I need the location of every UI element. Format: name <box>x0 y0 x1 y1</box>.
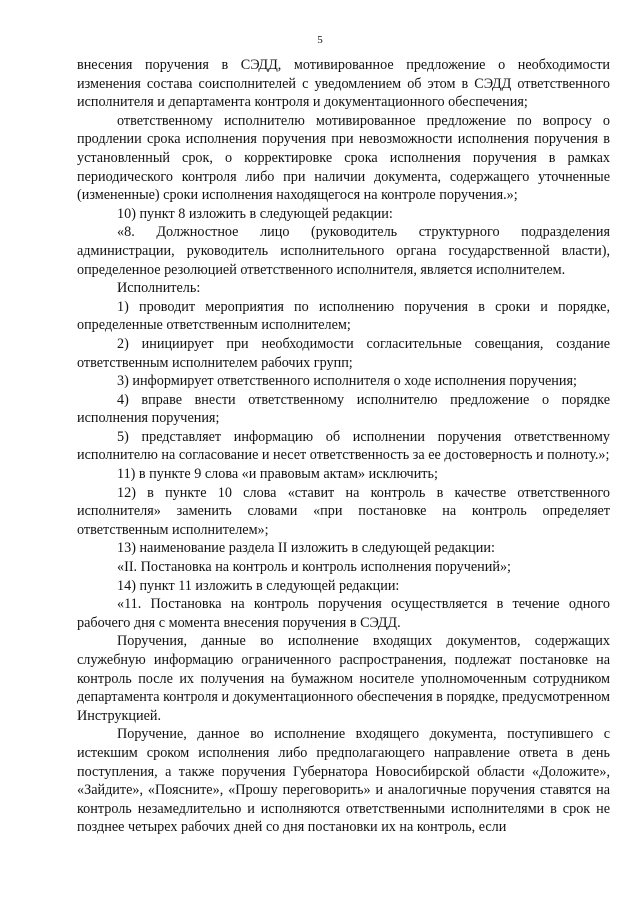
paragraph: 2) инициирует при необходимости согласительные совещания, создание ответственным исполнителем рабочих групп; <box>77 335 610 371</box>
paragraph: «11. Постановка на контроль поручения осуществляется в течение одного рабочего дня с момента внесения поручения в СЭДД. <box>77 596 610 631</box>
paragraph: внесения поручения в СЭДД, мотивированное предложение о необходимости изменения состава соисполнителей с уведомлением об этом в СЭДД ответственного исполнителя и департамента контроля и документационного обеспечения; <box>77 57 610 111</box>
paragraph: 14) пункт 11 изложить в следующей редакции: <box>117 577 400 594</box>
paragraph: 13) наименование раздела II изложить в следующей редакции: <box>117 540 495 557</box>
paragraph: 1) проводит мероприятия по исполнению поручения в сроки и порядке, определенные ответственным исполнителем; <box>77 298 610 334</box>
paragraph: 10) пункт 8 изложить в следующей редакции: <box>117 205 393 222</box>
page-number: 5 <box>317 34 323 46</box>
paragraph: «II. Постановка на контроль и контроль исполнения поручений»; <box>117 559 511 576</box>
paragraph: Поручения, данные во исполнение входящих документов, содержащих служебную информацию ограниченного распространения, подлежат постановке на контроль после их получения на бумажном носителе уполномоченным сотрудником департамента контроля и документационного обеспечения в порядке, предусмотренном Инструкцией. <box>77 633 610 724</box>
paragraph: Исполнитель: <box>117 280 201 297</box>
paragraph: Поручение, данное во исполнение входящего документа, поступившего с истекшим сроком исполнения либо предполагающего направление ответа в день поступления, а также поручения Губернатора Новосибирской области «Доложите», «Зайдите», «Поясните», «Прошу переговорить» и аналогичные поручения ставятся на контроль незамедлительно и исполняются ответственными исполнителями в срок не позднее четырех рабочих дней со дня постановки их на контроль, если <box>77 726 610 836</box>
paragraph: «8. Должностное лицо (руководитель структурного подразделения администрации, руководитель исполнительного органа государственной власти), определенное резолюцией ответственного исполнителя, является исполнителем. <box>77 224 610 278</box>
paragraph: 4) вправе внести ответственному исполнителю предложение о порядке исполнения поручения; <box>77 391 610 427</box>
paragraph: 11) в пункте 9 слова «и правовым актам» исключить; <box>117 466 438 483</box>
paragraph: 3) информирует ответственного исполнителя о ходе исполнения поручения; <box>117 373 577 390</box>
paragraph: 12) в пункте 10 слова «ставит на контроль в качестве ответственного исполнителя» заменить словами «при постановке на контроль определяет ответственным исполнителем»; <box>77 484 610 538</box>
document-body <box>77 56 610 837</box>
paragraph: ответственному исполнителю мотивированное предложение по вопросу о продлении срока исполнения поручения при невозможности исполнения поручения в установленный срок, о корректировке срока исполнения поручения в рамках периодического контроля либо при наличии документа, содержащего уточненные (измененные) сроки исполнения находящегося на контроле поручения.»; <box>77 112 610 204</box>
paragraph: 5) представляет информацию об исполнении поручения ответственному исполнителю на согласование и несет ответственность за ее достоверность и полноту.»; <box>77 428 610 464</box>
